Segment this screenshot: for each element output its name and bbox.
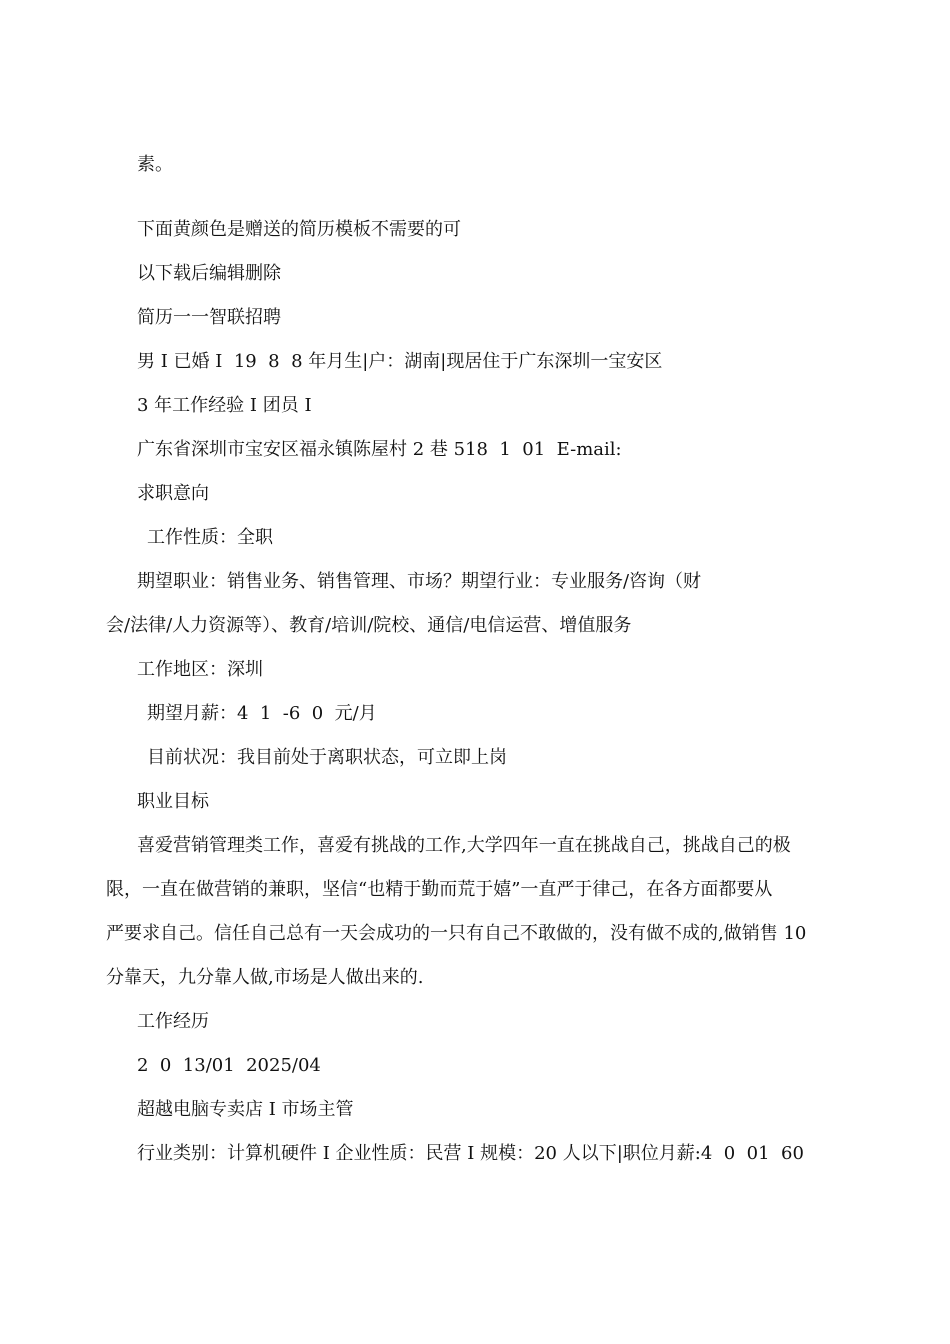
text-line: 下面黄颜色是赠送的简历模板不需要的可 xyxy=(137,219,461,240)
text-line: 3 年工作经验 I 团员 I xyxy=(137,395,312,416)
text-line: 2 0 13/01 2025/04 xyxy=(137,1055,321,1076)
text-line: 目前状况：我目前处于离职状态，可立即上岗 xyxy=(147,747,507,768)
text-line: 工作地区：深圳 xyxy=(137,659,263,680)
text-line: 超越电脑专卖店 I 市场主管 xyxy=(137,1099,354,1120)
text-line: 男 I 已婚 I 19 8 8 年月生|户：湖南|现居住于广东深圳一宝安区 xyxy=(137,351,663,372)
section-heading: 求职意向 xyxy=(137,483,209,504)
text-line: 工作性质：全职 xyxy=(147,527,273,548)
text-line: 会/法律/人力资源等）、教育/培训/院校、通信/电信运营、增值服务 xyxy=(106,615,632,636)
text-line: 以下载后编辑删除 xyxy=(137,263,281,284)
section-heading: 工作经历 xyxy=(137,1011,209,1032)
paragraph-line: 喜爱营销管理类工作，喜爱有挑战的工作,大学四年一直在挑战自己，挑战自己的极 xyxy=(137,835,791,856)
paragraph-line: 分靠天，九分靠人做,市场是人做出来的. xyxy=(106,967,424,988)
text-line: 广东省深圳市宝安区福永镇陈屋村 2 巷 518 1 01 E-mail: xyxy=(137,439,622,460)
text-line: 素。 xyxy=(137,154,173,175)
text-line: 期望职业：销售业务、销售管理、市场？期望行业：专业服务/咨询（财 xyxy=(137,571,702,592)
section-heading: 职业目标 xyxy=(137,791,209,812)
paragraph-line: 限，一直在做营销的兼职，坚信“也精于勤而荒于嬉”一直严于律己，在各方面都要从 xyxy=(106,879,773,900)
text-line: 期望月薪：4 1 -6 0 元/月 xyxy=(147,703,377,724)
text-line: 行业类别：计算机硬件 I 企业性质：民营 I 规模：20 人以下|职位月薪:4 0 01 60 xyxy=(137,1143,804,1164)
text-line: 简历一一智联招聘 xyxy=(137,307,281,328)
paragraph-line: 严要求自己。信任自己总有一天会成功的一只有自己不敢做的，没有做不成的,做销售 10 xyxy=(106,923,807,944)
